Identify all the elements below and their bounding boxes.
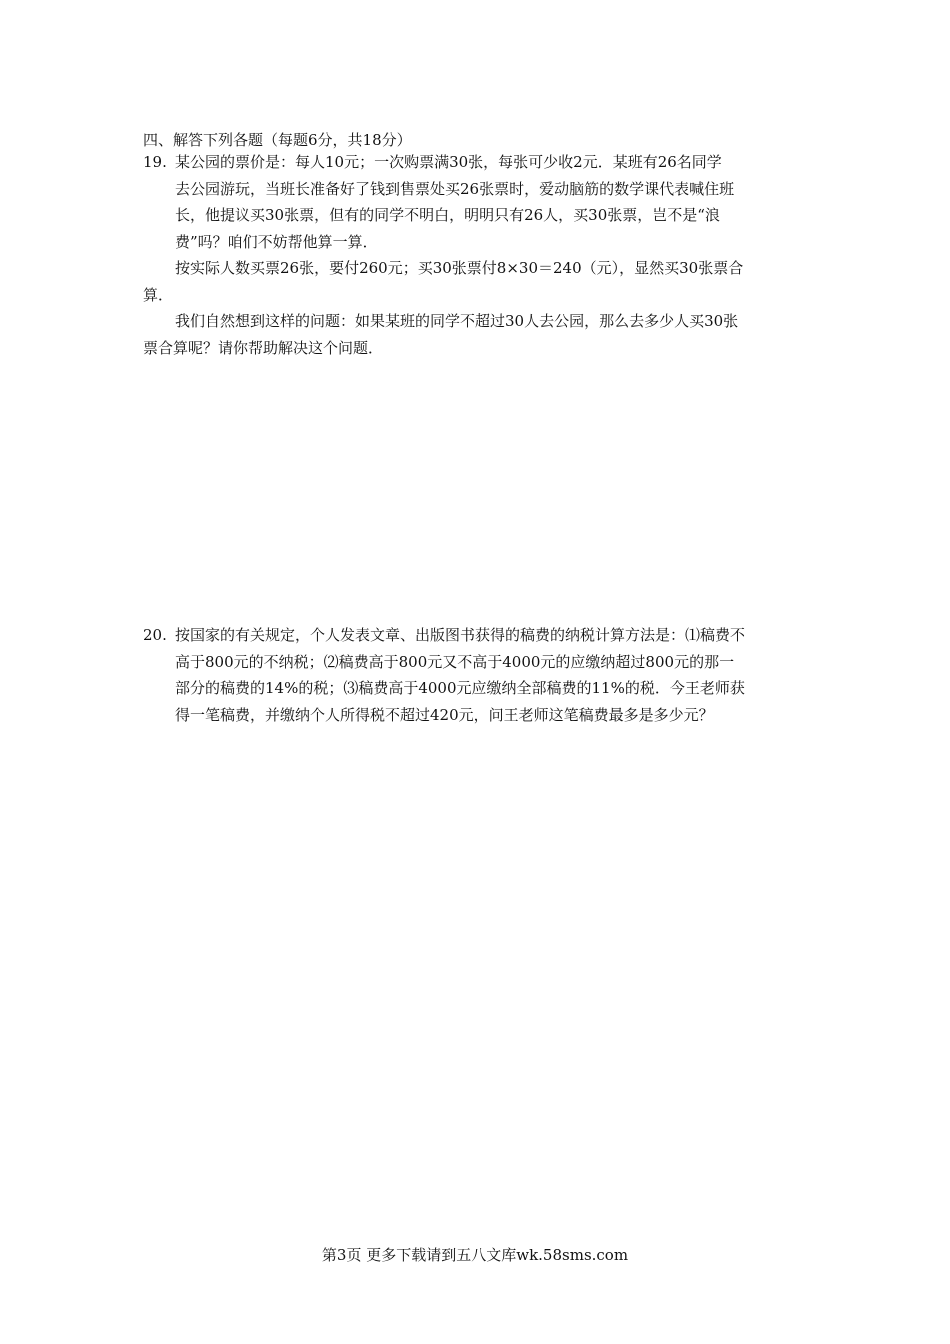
problem-line: 按国家的有关规定，个人发表文章、出版图书获得的稿费的纳税计算方法是：⑴稿费不: [175, 626, 746, 644]
problem-line: 我们自然想到这样的问题：如果某班的同学不超过30人去公园，那么去多少人买30张: [175, 312, 739, 330]
page-footer: 第3页 更多下载请到五八文库wk.58sms.com: [321, 1246, 629, 1264]
problem-line: 部分的稿费的14%的税；⑶稿费高于4000元应缴纳全部稿费的11%的税．今王老师获: [175, 679, 745, 697]
problem-line: 高于800元的不纳税；⑵稿费高于800元又不高于4000元的应缴纳超过800元的那一: [175, 652, 735, 671]
problem-line: 按实际人数买票26张，要付260元；买30张票付8×30＝240（元），显然买30张票合: [175, 259, 744, 277]
section-heading: 四、解答下列各题（每题6分，共18分）: [143, 131, 412, 149]
problem-20: [143, 622, 815, 728]
problem-number: 19.: [143, 153, 167, 171]
problem-line: 某公园的票价是：每人10元；一次购票满30张，每张可少收2元．某班有26名同学: [175, 153, 722, 171]
problem-line: 票合算呢？请你帮助解决这个问题．: [143, 338, 384, 357]
problem-line: 得一笔稿费，并缴纳个人所得税不超过420元，问王老师这笔稿费最多是多少元？: [175, 705, 714, 724]
problem-line: 去公园游玩，当班长准备好了钱到售票处买26张票时，爱动脑筋的数学课代表喊住班: [175, 179, 735, 198]
problem-line: 费”吗？咱们不妨帮他算一算．: [175, 232, 378, 251]
problem-number: 20.: [143, 626, 167, 644]
problem-19: [143, 149, 815, 361]
problem-line: 长，他提议买30张票，但有的同学不明白，明明只有26人，买30张票，岂不是“浪: [175, 206, 720, 224]
problem-line: 算．: [143, 285, 174, 304]
